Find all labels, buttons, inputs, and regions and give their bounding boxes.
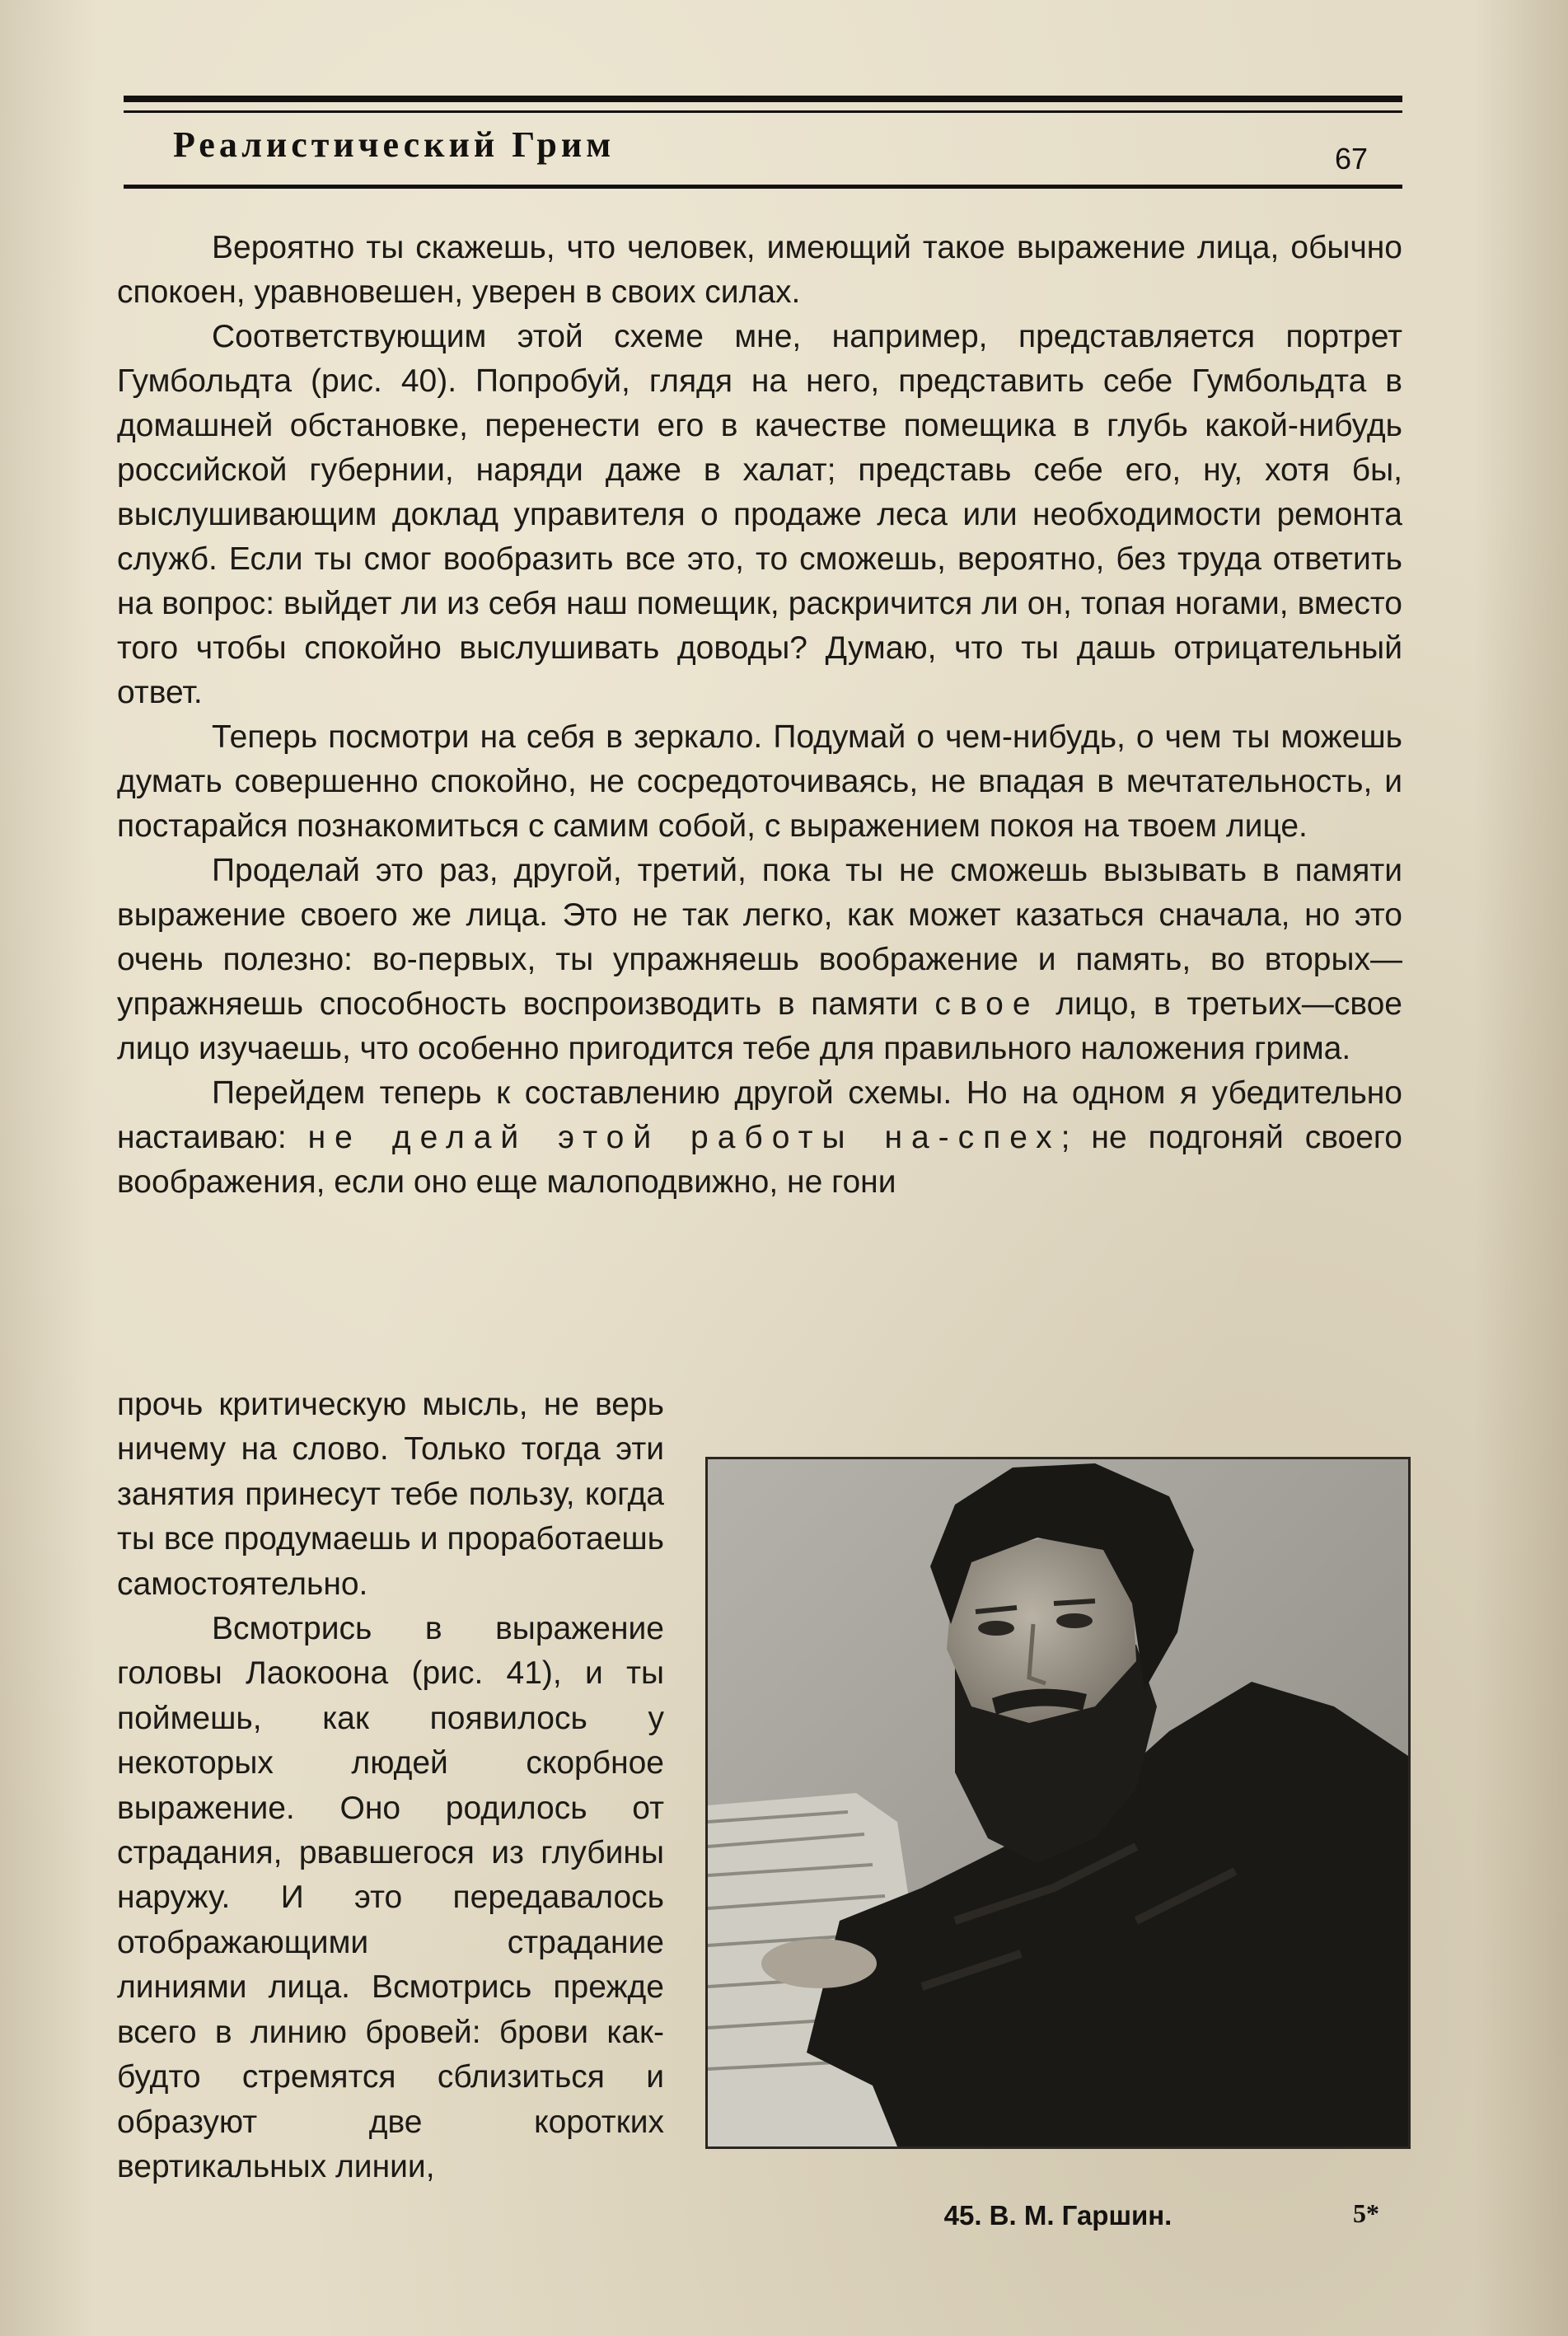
- paragraph: Вероятно ты скажешь, что человек, имеющий такое выражение лица, обычно спокоен, уравновешен, уверен в своих силах.: [117, 230, 1402, 310]
- paragraph-text: Проделай это раз, другой, третий, пока ты не сможешь вызывать в памяти выражение своего же лица. Это не так легко, как может казаться сначала, но это очень полезно: во-первых, ты упражняешь воображение и память, во вторых—упражняешь способность воспроизводить в памяти: [117, 853, 1402, 1022]
- figure-caption: 45. В. М. Гаршин.: [943, 2200, 1172, 2231]
- emphasis-text: не делай этой работы на-спех: [307, 1120, 1061, 1155]
- paragraph: [117, 1071, 1402, 1205]
- paragraph: Всмотрись в выражение головы Лаокоона (рис. 41), и ты поймешь, как появилось у некоторых людей скорбное выражение. Оно родилось от страдания, рвавшегося из глубины наружу. И это передавалось отображающими страдание линиями лица. Всмотрись прежде всего в линию бровей: брови как-будто стремятся сблизиться и образуют две коротких вертикальных линии,: [117, 1611, 664, 2184]
- paragraph: Теперь посмотри на себя в зеркало. Подумай о чем-нибудь, о чем ты можешь думать совершенно спокойно, не сосредоточиваясь, не впадая в мечтательность, и постарайся познакомиться с самим собой, с выражением покоя на твоем лице.: [117, 719, 1402, 844]
- header-rule-top-thin: [124, 110, 1402, 113]
- paragraph: [117, 849, 1402, 1071]
- running-head: Реалистический Грим: [173, 124, 615, 165]
- emphasis-text: свое: [934, 986, 1040, 1022]
- header-rule-bottom: [124, 185, 1402, 189]
- page-number: 67: [1335, 142, 1369, 176]
- signature-mark: 5*: [1353, 2198, 1379, 2228]
- main-text-block: [117, 226, 1402, 1205]
- paragraph: Соответствующим этой схеме мне, например, представляется портрет Гумбольдта (рис. 40). Попробуй, глядя на него, представить себе Гумбольдта в домашней обстановке, перенести его в качестве помещика в глубь какой-нибудь российской губернии, наряди даже в халат; представь себе его, ну, хотя бы, выслушивающим доклад управителя о продаже леса или необходимости ремонта служб. Если ты смог вообразить все это, то сможешь, вероятно, без труда ответить на вопрос: выйдет ли из себя наш помещик, раскричится ли он, топая ногами, вместо того чтобы спокойно выслушивать доводы? Думаю, что ты дашь отрицательный ответ.: [117, 319, 1402, 710]
- paragraph: прочь критическую мысль, не верь ничему на слово. Только тогда эти занятия принесут тебе пользу, когда ты все продумаешь и проработаешь самостоятельно.: [117, 1387, 664, 1602]
- paragraph-text: Перейдем теперь к составлению другой схемы. Но на одном я убедительно настаиваю:: [117, 1075, 1402, 1155]
- left-column-text: [117, 1383, 664, 2189]
- paragraph-text: лицо, в третьих—свое лицо изучаешь, что особенно пригодится тебе для правильного наложения грима.: [117, 986, 1402, 1066]
- header-rule-top: [124, 96, 1402, 102]
- portrait-photo: [705, 1457, 1411, 2149]
- paragraph-text: ; не подгоняй своего воображения, если оно еще малоподвижно, не гони: [117, 1120, 1402, 1200]
